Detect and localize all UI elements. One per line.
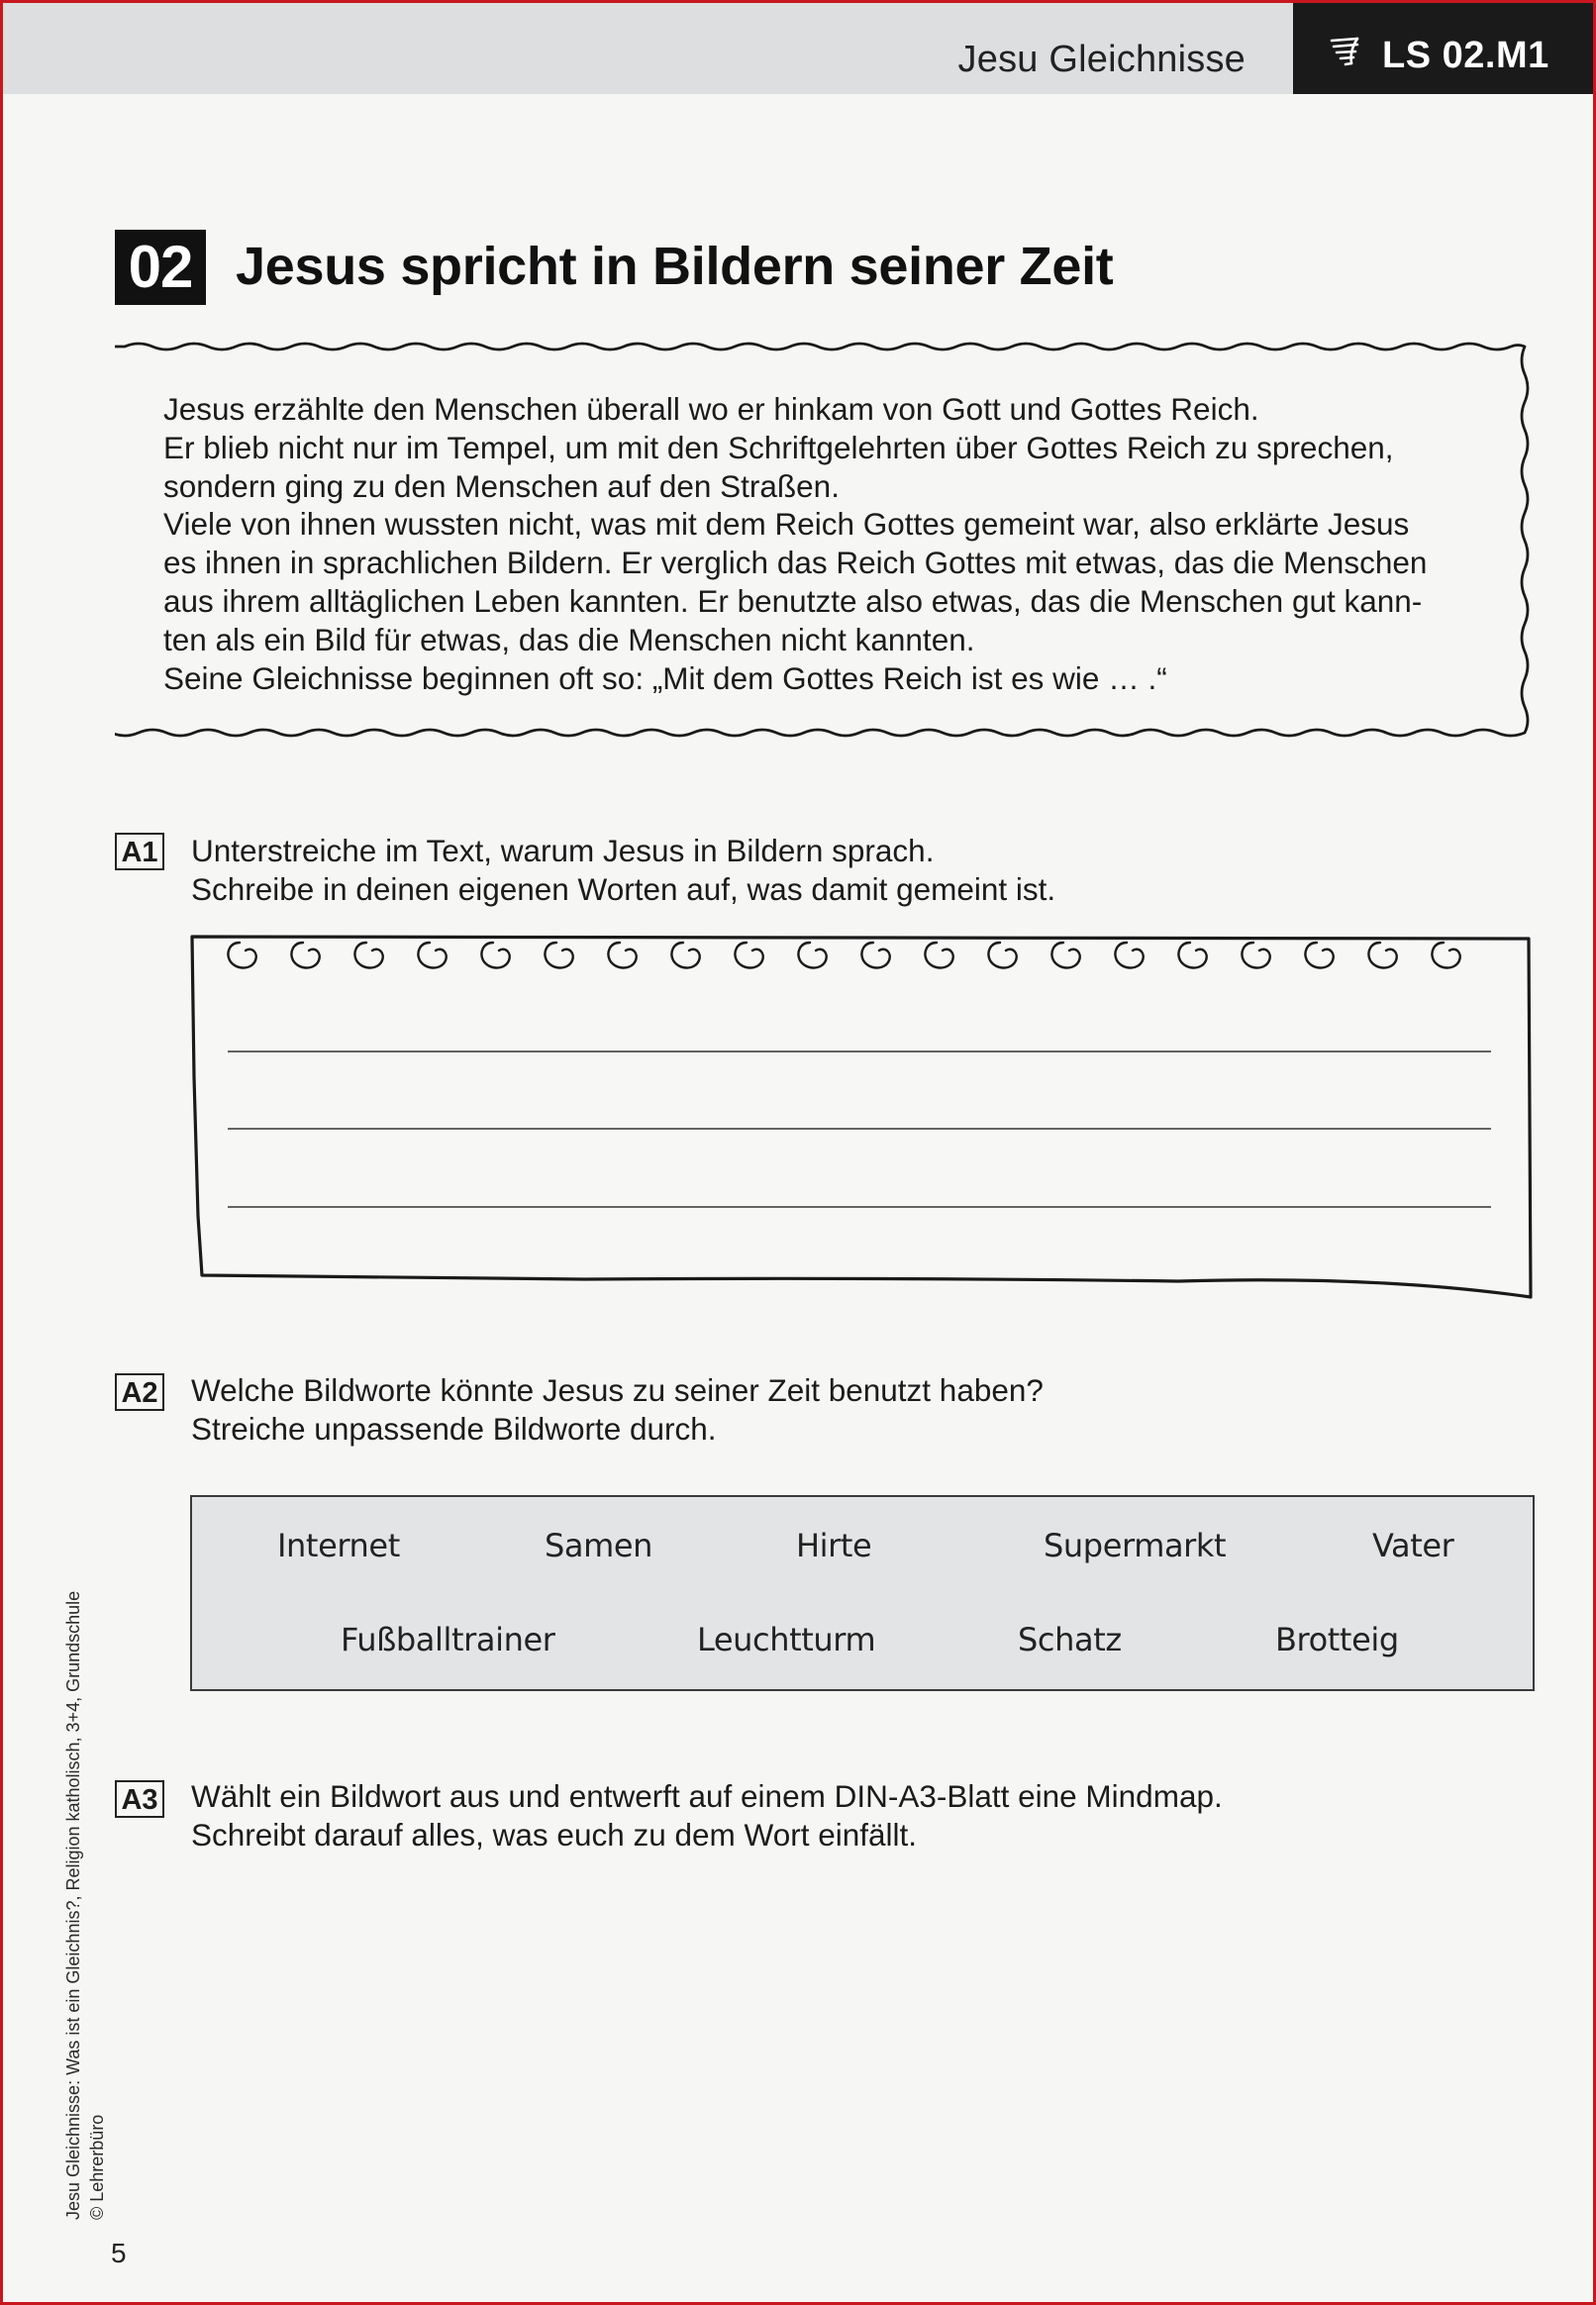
task-label-a1: A1: [115, 833, 164, 870]
section-number: 02: [115, 230, 206, 305]
section-title: Jesus spricht in Bildern seiner Zeit: [236, 237, 1114, 296]
intro-line: es ihnen in sprachlichen Bildern. Er verglich das Reich Gottes mit etwas, das die Menschen: [163, 545, 1428, 581]
picture-word[interactable]: Brotteig: [1275, 1621, 1399, 1658]
task-line: Wählt ein Bildwort aus und entwerft auf einem DIN-A3-Blatt eine Mindmap.: [191, 1778, 1223, 1814]
intro-line: sondern ging zu den Menschen auf den Straßen.: [163, 467, 840, 504]
lesson-code: LS 02.M1: [1382, 35, 1549, 76]
notepad-writing-area: [188, 929, 1537, 1303]
intro-line: Jesus erzählte den Menschen überall wo er hinkam von Gott und Gottes Reich.: [163, 391, 1259, 427]
picture-word[interactable]: Schatz: [1018, 1621, 1122, 1658]
task-line: Welche Bildworte könnte Jesus zu seiner Zeit benutzt haben?: [191, 1372, 1044, 1408]
task-text-a2: [191, 1371, 1044, 1449]
picture-words-box: [190, 1495, 1535, 1691]
task-line: Schreibe in deinen eigenen Worten auf, was damit gemeint ist.: [191, 871, 1056, 907]
copyright-line: © Lehrerbüro: [87, 2114, 107, 2220]
task-line: Streiche unpassende Bildworte durch.: [191, 1411, 717, 1447]
intro-line: Viele von ihnen wussten nicht, was mit dem Reich Gottes gemeint war, also erklärte Jesus: [163, 506, 1410, 543]
picture-word[interactable]: Supermarkt: [1044, 1527, 1227, 1564]
header-bar: [3, 3, 1293, 94]
intro-line: Er blieb nicht nur im Tempel, um mit den Schriftgelehrten über Gottes Reich zu sprechen,: [163, 429, 1394, 465]
picture-word[interactable]: Fußballtrainer: [341, 1621, 555, 1658]
header-code-block: [1293, 3, 1593, 94]
source-line: Jesu Gleichnisse: Was ist ein Gleichnis?, Religion katholisch, 3+4, Grundschule: [63, 1590, 83, 2220]
picture-word[interactable]: Hirte: [796, 1527, 872, 1564]
vertical-source-note: [61, 1591, 109, 2220]
intro-line: ten als ein Bild für etwas, das die Menschen nicht kannten.: [163, 621, 975, 657]
picture-word[interactable]: Vater: [1372, 1527, 1454, 1564]
task-label-a2: A2: [115, 1373, 164, 1411]
intro-line: aus ihrem alltäglichen Leben kannten. Er benutzte also etwas, das die Menschen gut kann-: [163, 582, 1423, 619]
intro-line: Seine Gleichnisse beginnen oft so: „Mit dem Gottes Reich ist es wie … .“: [163, 659, 1167, 696]
header-title: Jesu Gleichnisse: [957, 39, 1246, 80]
picture-word[interactable]: Internet: [277, 1527, 400, 1564]
task-text-a3: [191, 1777, 1223, 1854]
swirl-logo-icon: [1328, 35, 1363, 75]
task-line: Unterstreiche im Text, warum Jesus in Bildern sprach.: [191, 833, 935, 868]
intro-text: [163, 390, 1490, 697]
page-number: 5: [111, 2238, 127, 2268]
task-text-a1: [191, 832, 1055, 909]
task-label-a3: A3: [115, 1780, 164, 1818]
task-line: Schreibt darauf alles, was euch zu dem Wort einfällt.: [191, 1817, 918, 1853]
picture-word[interactable]: Leuchtturm: [697, 1621, 876, 1658]
picture-word[interactable]: Samen: [545, 1527, 653, 1564]
